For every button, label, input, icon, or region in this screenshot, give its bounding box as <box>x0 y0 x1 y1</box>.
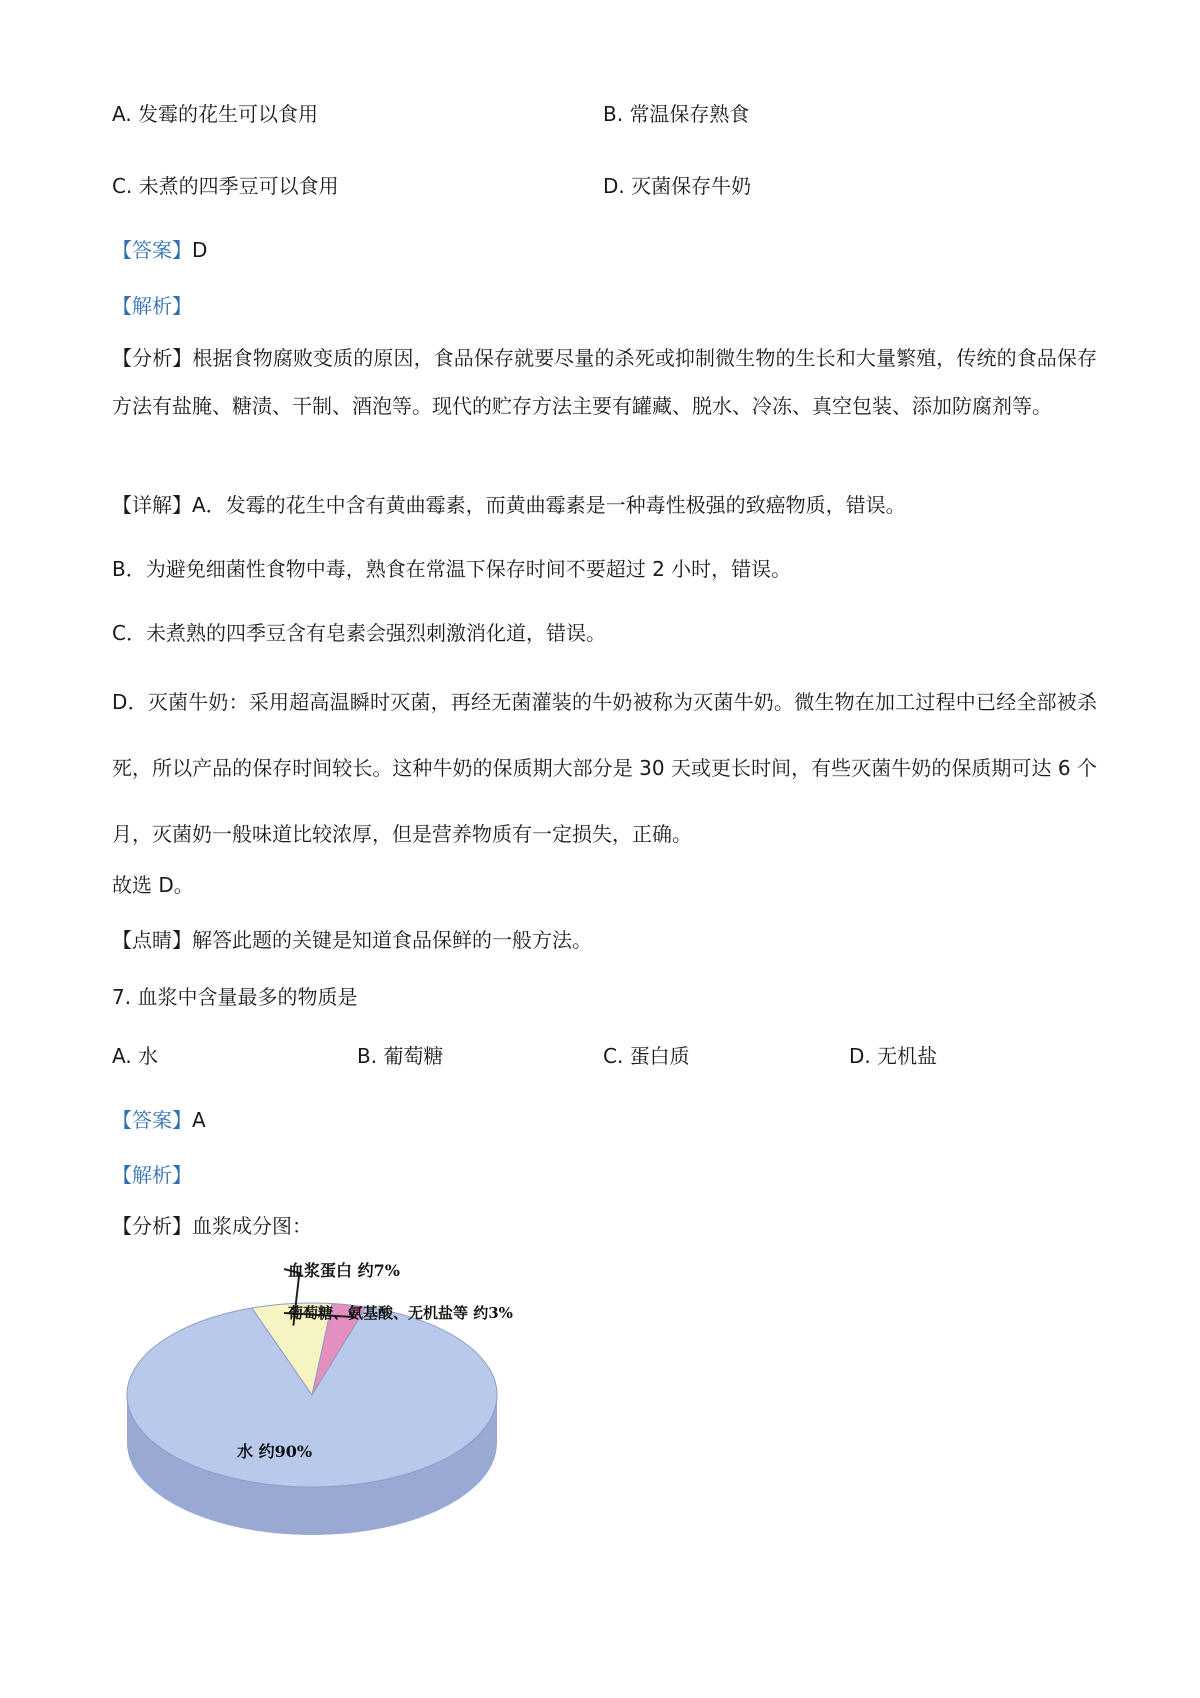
q7-answer-tag: 【答案】 <box>112 1108 192 1132</box>
answer-line <box>112 236 207 264</box>
question-7: 7. 血浆中含量最多的物质是 <box>112 985 358 1009</box>
fenxi-paragraph <box>112 334 1097 430</box>
plasma-pie-chart <box>112 1255 582 1575</box>
q7-answer-line <box>112 1106 206 1134</box>
xiangjie-a: A．发霉的花生中含有黄曲霉素，而黄曲霉素是一种毒性极强的致癌物质，错误。 <box>192 493 906 517</box>
detail-b: B．为避免细菌性食物中毒，熟食在常温下保存时间不要超过 2 小时，错误。 <box>112 557 792 581</box>
conclusion: 故选 D。 <box>112 873 194 897</box>
detail-d: D．灭菌牛奶：采用超高温瞬时灭菌，再经无菌灌装的牛奶被称为灭菌牛奶。微生物在加工过程中已经全部被杀死，所以产品的保存时间较长。这种牛奶的保质期大部分是 30 天或更长时间，有些灭菌牛奶的保质期可达 6 个月，灭菌奶一般味道比较浓厚，但是营养物质有一定损失，正确。 <box>112 690 1097 846</box>
slice-label: 葡萄糖、氨基酸、无机盐等 约3% <box>288 1304 513 1322</box>
option-b: B. 常温保存熟食 <box>603 102 750 126</box>
q7-option-b: B. 葡萄糖 <box>357 1044 444 1068</box>
option-d: D. 灭菌保存牛奶 <box>603 174 752 198</box>
fenxi-tag: 【分析】 <box>112 346 193 370</box>
analysis-heading: 【解析】 <box>112 294 192 318</box>
xiangjie-tag: 【详解】 <box>112 493 192 517</box>
q7-option-a: A. 水 <box>112 1044 159 1068</box>
answer-tag: 【答案】 <box>112 238 192 262</box>
answer-value: D <box>192 238 208 262</box>
detail-c: C．未煮熟的四季豆含有皂素会强烈刺激消化道，错误。 <box>112 621 606 645</box>
q7-answer-value: A <box>192 1108 206 1132</box>
dianjing-tag: 【点睛】 <box>112 928 192 952</box>
xiangjie-line <box>112 491 906 519</box>
option-a: A. 发霉的花生可以食用 <box>112 102 319 126</box>
slice-label: 水 约90% <box>237 1442 313 1461</box>
slice-label: 血浆蛋白 约7% <box>288 1261 400 1280</box>
dianjing-text: 解答此题的关键是知道食品保鲜的一般方法。 <box>192 928 592 952</box>
dianjing-line <box>112 926 592 954</box>
q7-fenxi-tag: 【分析】 <box>112 1214 192 1238</box>
q7-fenxi-line <box>112 1212 312 1240</box>
q7-option-d: D. 无机盐 <box>849 1044 938 1068</box>
fenxi-text: 根据食物腐败变质的原因，食品保存就要尽量的杀死或抑制微生物的生长和大量繁殖，传统的食品保存方法有盐腌、糖渍、干制、酒泡等。现代的贮存方法主要有罐藏、脱水、冷冻、真空包装、添加防腐剂等。 <box>112 346 1098 418</box>
q7-analysis-heading: 【解析】 <box>112 1163 192 1187</box>
q7-fenxi-text: 血浆成分图： <box>192 1214 312 1238</box>
q7-option-c: C. 蛋白质 <box>603 1044 690 1068</box>
option-c: C. 未煮的四季豆可以食用 <box>112 174 339 198</box>
